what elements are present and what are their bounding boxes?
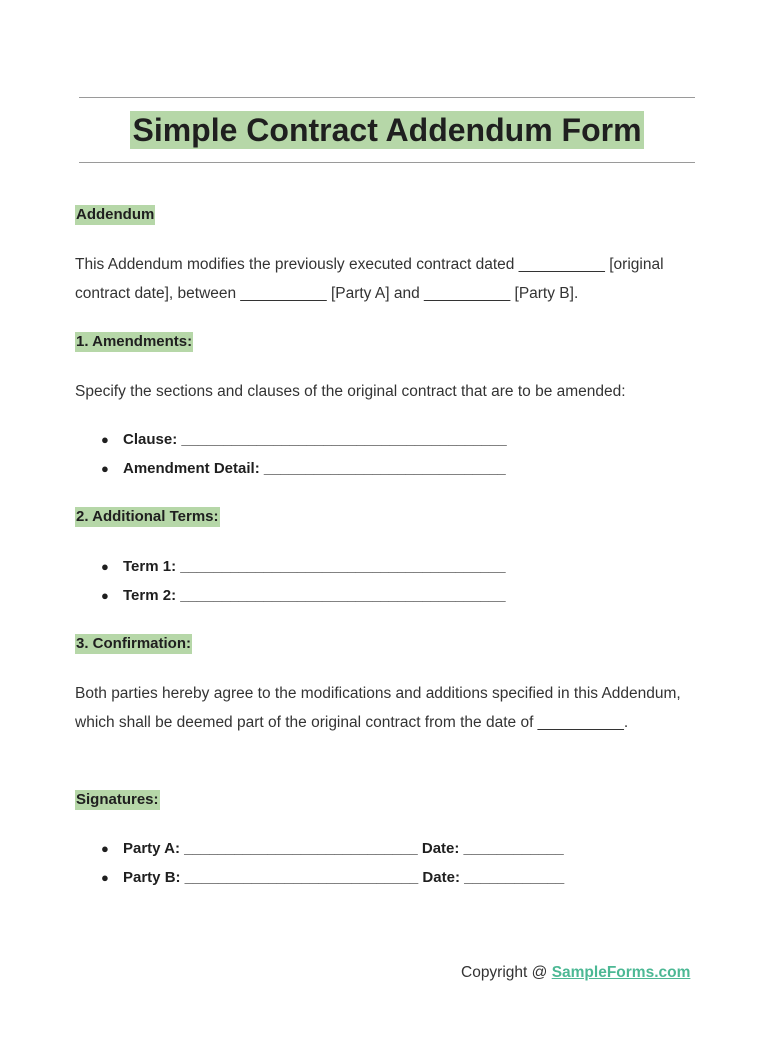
title-bottom-rule — [79, 162, 695, 163]
list-item-text: Party A: ____________________________ Date: ____________ — [123, 840, 564, 857]
additional-terms-list — [75, 552, 715, 610]
heading-addendum: Addendum — [76, 206, 155, 223]
heading-confirmation: 3. Confirmation: — [76, 635, 191, 652]
list-item-text: Term 1: _______________________________________ — [123, 558, 506, 575]
list-item-text: Term 2: _______________________________________ — [123, 587, 506, 604]
list-item-party-b — [75, 863, 715, 892]
copyright-text: Copyright @ — [461, 964, 552, 981]
heading-additional-terms: 2. Additional Terms: — [76, 508, 219, 525]
brand-link[interactable]: SampleForms.com — [551, 964, 691, 981]
addendum-paragraph: This Addendum modifies the previously executed contract dated __________ [original contract date], between __________ [Party A] and __________ [Party B]. — [75, 256, 664, 302]
page-title: Simple Contract Addendum Form — [132, 112, 642, 148]
bullet-icon: ● — [101, 841, 109, 856]
amendments-list — [75, 425, 715, 483]
footer-copyright — [461, 964, 690, 982]
list-item-clause — [75, 425, 715, 454]
list-item-text: Amendment Detail: _____________________________ — [123, 460, 506, 477]
list-item-term-2 — [75, 581, 715, 610]
bullet-icon: ● — [101, 461, 109, 476]
list-item-term-1 — [75, 552, 715, 581]
title-top-rule — [79, 97, 695, 98]
bullet-icon: ● — [101, 432, 109, 447]
signatures-list — [75, 834, 715, 892]
bullet-icon: ● — [101, 870, 109, 885]
title-container — [0, 111, 774, 149]
list-item-text: Clause: _______________________________________ — [123, 431, 507, 448]
confirmation-paragraph: Both parties hereby agree to the modifications and additions specified in this Addendum, which shall be deemed part of the original contract from the date of __________. — [75, 685, 681, 731]
list-item-amendment-detail — [75, 454, 715, 483]
bullet-icon: ● — [101, 588, 109, 603]
heading-signatures: Signatures: — [76, 791, 159, 808]
list-item-party-a — [75, 834, 715, 863]
bullet-icon: ● — [101, 559, 109, 574]
heading-amendments: 1. Amendments: — [76, 333, 193, 350]
list-item-text: Party B: ____________________________ Date: ____________ — [123, 869, 565, 886]
amendments-paragraph: Specify the sections and clauses of the original contract that are to be amended: — [75, 383, 626, 400]
